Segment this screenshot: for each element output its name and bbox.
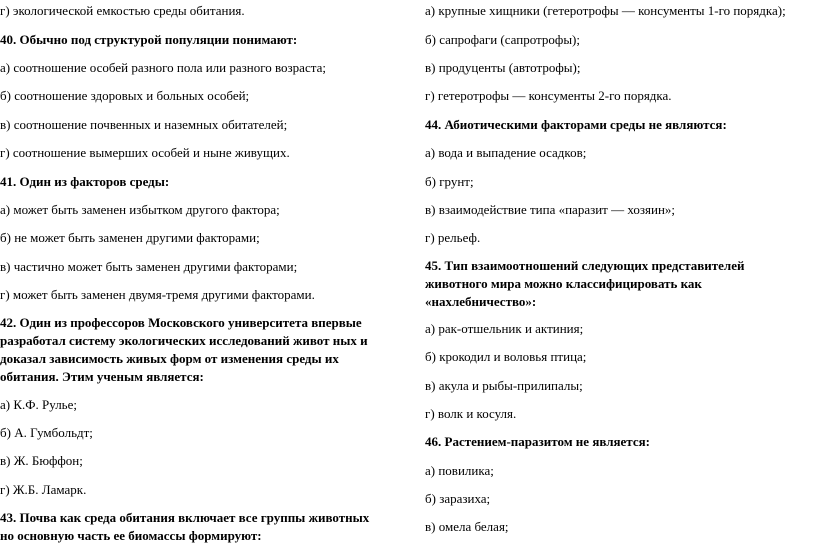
answer-option: б) А. Гумбольдт; [0,425,93,440]
answer-option: б) крокодил и воловья птица; [425,349,587,364]
answer-option: г) экологической емкостью среды обитания. [0,3,245,18]
right-column [425,0,810,552]
answer-option: в) омела белая; [425,519,509,534]
answer-option: в) акула и рыбы-прилипалы; [425,378,583,393]
answer-option: в) Ж. Бюффон; [0,453,83,468]
left-column [0,0,395,552]
question-42: 42. Один из профессоров Московского университета впервые разработал систему экологических исследований живот ных и доказал зависимость живых форм от изменения среды их обитания. Этим ученым является: [0,315,368,384]
answer-option: а) повилика; [425,463,494,478]
question-41: 41. Один из факторов среды: [0,174,170,189]
answer-option: г) соотношение вымерших особей и ныне живущих. [0,145,290,160]
question-44: 44. Абиотическими факторами среды не являются: [425,117,727,132]
answer-option: г) гетеротрофы — консументы 2-го порядка. [425,88,672,103]
answer-option: в) частично может быть заменен другими факторами; [0,259,298,274]
answer-option: б) грунт; [425,174,474,189]
answer-option: б) заразиха; [425,491,491,506]
answer-option: а) может быть заменен избытком другого фактора; [0,202,280,217]
question-46: 46. Растением-паразитом не является: [425,434,650,449]
answer-option: в) взаимодействие типа «паразит — хозяин»; [425,202,676,217]
question-45: 45. Тип взаимоотношений следующих представителей животного мира можно классифицировать как «нахлебничество»: [425,258,745,309]
answer-option: в) соотношение почвенных и наземных обитателей; [0,117,288,132]
answer-option: а) вода и выпадение осадков; [425,145,587,160]
answer-option: б) соотношение здоровых и больных особей; [0,88,250,103]
answer-option: г) Ж.Б. Ламарк. [0,482,87,497]
question-43: 43. Почва как среда обитания включает все группы животных но основную часть ее биомассы формируют: [0,510,370,543]
answer-option: г) волк и косуля. [425,406,517,421]
answer-option: г) рельеф. [425,230,481,245]
answer-option: а) К.Ф. Рулье; [0,397,77,412]
answer-option: г) может быть заменен двумя-тремя другими факторами. [0,287,315,302]
answer-option: б) сапрофаги (сапротрофы); [425,32,580,47]
question-40: 40. Обычно под структурой популяции понимают: [0,32,298,47]
answer-option: а) рак-отшельник и актиния; [425,321,584,336]
answer-option: б) не может быть заменен другими факторами; [0,230,260,245]
answer-option: в) продуценты (автотрофы); [425,60,581,75]
answer-option: а) соотношение особей разного пола или разного возраста; [0,60,326,75]
answer-option: а) крупные хищники (гетеротрофы — консументы 1-го порядка); [425,3,786,18]
